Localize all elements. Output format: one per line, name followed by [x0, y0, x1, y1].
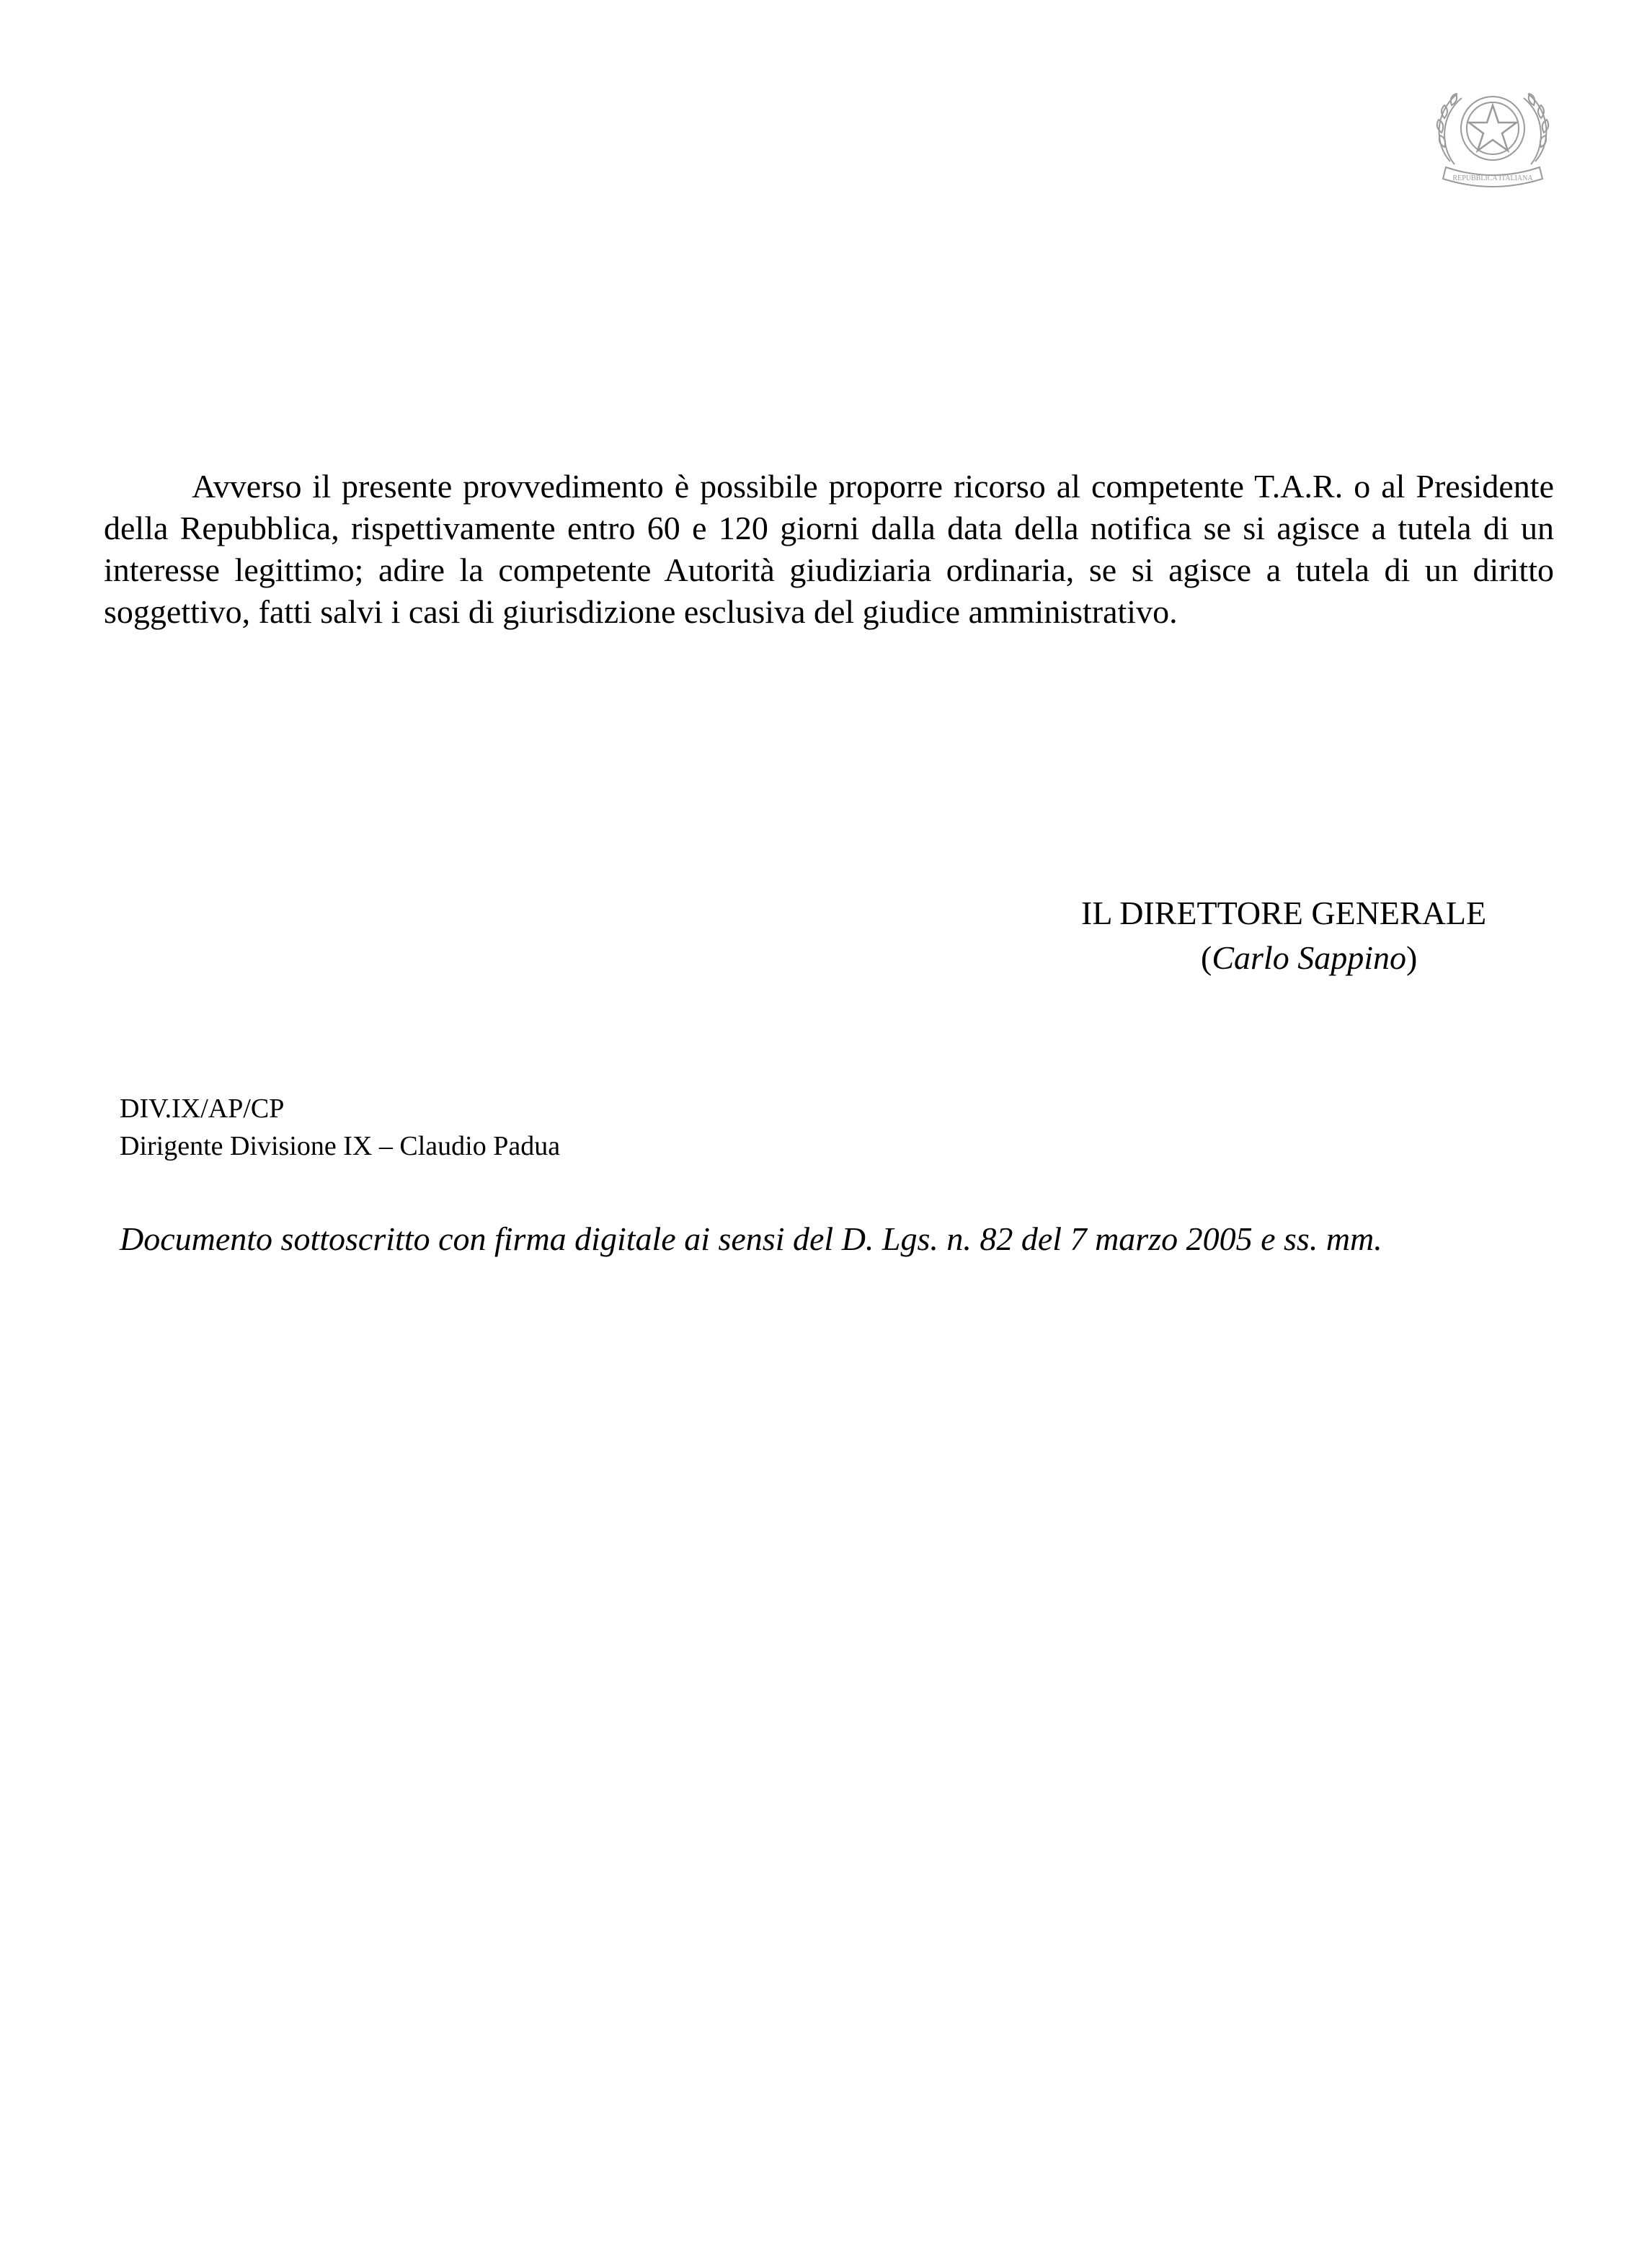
reference-code: DIV.IX/AP/CP — [120, 1094, 285, 1124]
signature-block — [1081, 891, 1557, 980]
reference-manager: Dirigente Divisione IX – Claudio Padua — [120, 1131, 561, 1161]
digital-signature-note: Documento sottoscritto con firma digitale ai sensi del D. Lgs. n. 82 del 7 marzo 2005 e ss. mm. — [120, 1220, 1382, 1257]
appeal-notice-paragraph: Avverso il presente provvedimento è possibile proporre ricorso al competente T.A.R. o al Presidente della Repubblica, rispettivamente entro 60 e 120 giorni dalla data della notifica se si agisce a tutela di un interesse legittimo; adire la competente Autorità giudiziaria ordinaria, se si agisce a tutela di un diritto soggettivo, fatti salvi i casi di giurisdizione esclusiva del giudice amministrativo. — [104, 468, 1554, 630]
republic-emblem-icon — [1429, 75, 1557, 192]
signature-close-paren: ) — [1405, 939, 1418, 976]
emblem-text: REPUBBLICA ITALIANA — [1452, 174, 1533, 182]
signature-name: Carlo Sappino — [1212, 939, 1406, 976]
signature-title: IL DIRETTORE GENERALE — [1081, 895, 1487, 931]
signature-name-line — [1081, 936, 1557, 980]
signature-open-paren: ( — [1201, 939, 1212, 976]
reference-block — [120, 1090, 560, 1165]
